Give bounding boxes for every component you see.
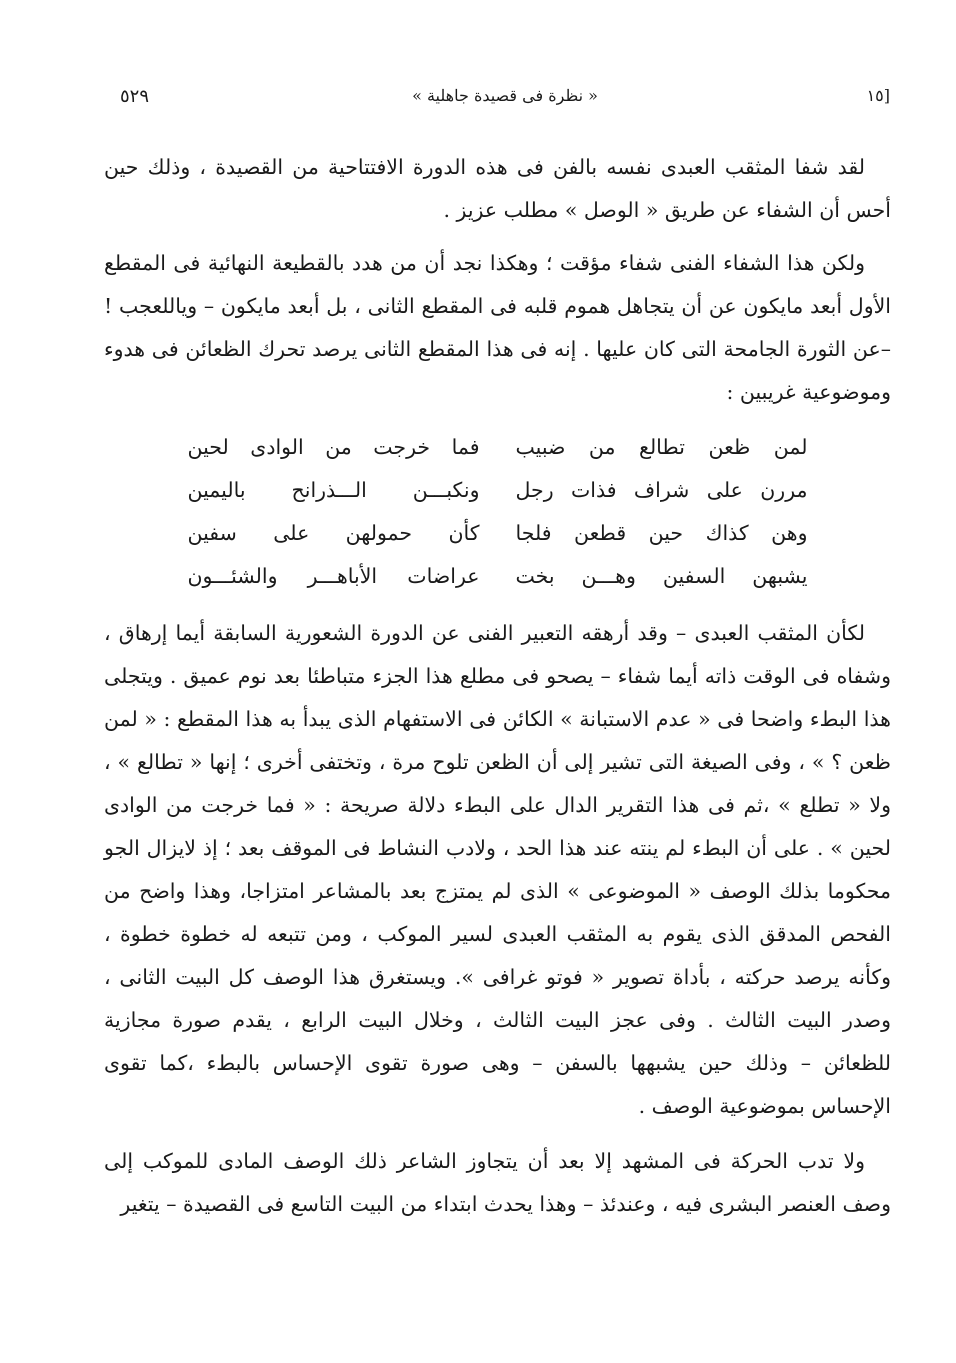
- poem-verse: [188, 469, 808, 512]
- verse-second-hemistich: عراضات الأباهـــر والشئـــون: [187, 564, 480, 588]
- poem-block: [188, 426, 808, 598]
- poem-verse: [188, 512, 808, 555]
- verse-first-hemistich: مررن على شراف فذات رجل: [515, 478, 808, 502]
- running-header: [120, 86, 890, 114]
- verse-second-hemistich: كأن حمولهن على سفين: [187, 521, 480, 545]
- verse-first-hemistich: يشبهن السفين وهـــن بخت: [515, 564, 808, 588]
- verse-first-hemistich: لمن ظعن تطالع من ضبيب: [515, 435, 808, 459]
- paragraph: ولكن هذا الشفاء الفنى شفاء مؤقت ؛ وهكذا نجد أن من هدد بالقطيعة النهائية فى المقطع الأول أبعد مايكون عن أن يتجاهل هموم قلبه فى المقطع الثانى ، بل أبعد مايكون – وياللعجب ! –عن الثورة الجامحة التى كان عليها . إنه فى هذا المقطع الثانى يرصد تحرك الظعائن فى هدوء وموضوعية غريبين :: [104, 251, 891, 404]
- poem-verse: [188, 426, 808, 469]
- page-number: ٥٢٩: [120, 86, 150, 107]
- paragraph: لقد شفا المثقب العبدى نفسه بالفن فى هذه الدورة الافتتاحية من القصيدة ، وذلك حين أحس أن الشفاء عن طريق « الوصل » مطلب عزيز .: [104, 155, 891, 222]
- poem-verse: [188, 555, 808, 598]
- paragraph: ولا تدب الحركة فى المشهد إلا بعد أن يتجاوز الشاعر ذلك الوصف المادى للموكب إلى وصف العنصر البشرى فيه ، وعندئذ – وهذا يحدث ابتداء من البيت التاسع فى القصيدة – يتغير: [104, 1149, 891, 1216]
- running-title: « نظرة فى قصيدة جاهلية »: [412, 86, 598, 105]
- page-body: [104, 146, 891, 1226]
- verse-first-hemistich: وهن كذاك حين قطعن فلجا: [515, 521, 808, 545]
- paragraph: لكأن المثقب العبدى – وقد أرهقه التعبير الفنى عن الدورة الشعورية السابقة أيما إرهاق ، وشفاه فى الوقت ذاته أيما شفاء – يصحو فى مطلع هذا الجزء متباطئا بعد نوم عميق . ويتجلى هذا البطء واضحا فى « عدم الاستبانة » الكائن فى الاستفهام الذى يبدأ به هذا المقطع : « لمن ظعن ؟ » ، وفى الصيغة التى تشير إلى أن الظعن تلوح مرة ، وتختفى أخرى ؛ إنها « تطالع » ، ولا « تطلع » ،ثم فى هذا التقرير الدال على البطء دلالة صريحة : « فما خرجت من الوادى لحين » . على أن البطء لم ينته عند هذا الحد ، ولادب النشاط فى الموقف بعد ؛ إذ لايزال الجو محكوما بذلك الوصف « الموضوعى » الذى لم يمتزج بعد بالمشاعر امتزاجا، وهذا واضح من الفحص المدقق الذى يقوم به المثقب العبدى لسير الموكب ، ومن تتبعه له خطوة خطوة ، وكأنه يرصد حركته ، بأداة تصوير « فوتو غرافى ». ويستغرق هذا الوصف كل البيت الثانى ، وصدر البيت الثالث . وفى عجز البيت الثالث ، وخلال البيت الرابع ، يقدم صورة مجازية للظعائن – وذلك حين يشبهها بالسفن – وهى صورة تقوى الإحساس بالبطء ،كما تقوى الإحساس بموضوعية الوصف .: [104, 621, 891, 1118]
- verse-second-hemistich: فما خرجت من الوادى لحين: [187, 435, 480, 459]
- verse-second-hemistich: ونكبـــن الـــذرانح باليمين: [187, 478, 480, 502]
- chapter-marker: [١٥: [866, 86, 890, 105]
